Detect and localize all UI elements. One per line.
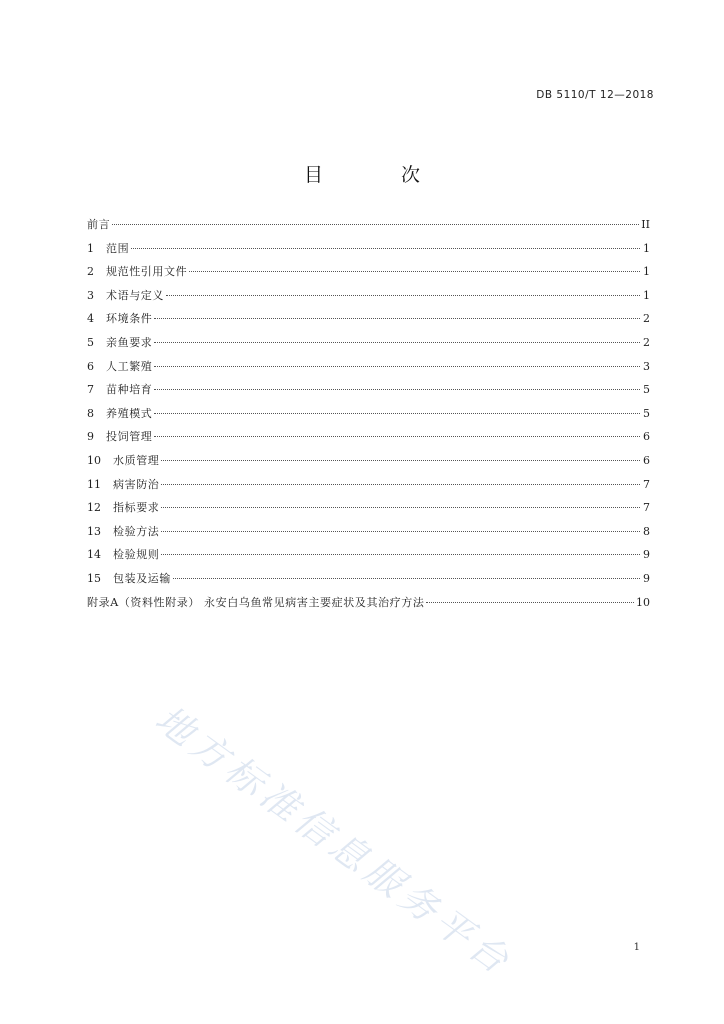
toc-entry-label: 包装及运输: [113, 571, 171, 585]
toc-entry-number: 6: [87, 359, 94, 373]
toc-entry-number: 3: [87, 288, 94, 302]
toc-entry-label: 检验规则: [113, 548, 160, 562]
toc-entry-page: 2: [643, 335, 650, 349]
toc-dot-leader: [161, 531, 640, 532]
toc-dot-leader: [131, 248, 640, 249]
toc-entry-label: 亲鱼要求: [106, 335, 153, 349]
toc-entry[interactable]: [87, 310, 650, 334]
toc-dot-leader: [112, 224, 639, 225]
toc-entry-label: 附录A（资料性附录） 永安白乌鱼常见病害主要症状及其治疗方法: [87, 595, 425, 609]
toc-entry[interactable]: [87, 334, 650, 358]
toc-entry[interactable]: [87, 381, 650, 405]
page-title: 目 次: [303, 164, 457, 186]
toc-entry-label: 范围: [106, 241, 130, 255]
toc-entry-number: 9: [87, 430, 94, 444]
toc-entry-number: 8: [87, 406, 94, 420]
toc-entry-page: 9: [643, 548, 650, 562]
toc-entry-page: 9: [643, 571, 650, 585]
toc-entry[interactable]: [87, 594, 650, 618]
toc-entry-page: 5: [643, 406, 650, 420]
toc-dot-leader: [161, 554, 640, 555]
toc-dot-leader: [173, 578, 640, 579]
toc-entry-page: 1: [643, 241, 650, 255]
toc-entry-number: 15: [87, 571, 101, 585]
toc-entry-number: 2: [87, 265, 94, 279]
toc-entry-label: 规范性引用文件: [106, 265, 188, 279]
toc-entry-page: 8: [643, 524, 650, 538]
toc-entry-label: 检验方法: [113, 524, 160, 538]
toc-entry-page: 2: [643, 312, 650, 326]
toc-dot-leader: [154, 413, 640, 414]
toc-entry-number: 10: [87, 453, 101, 467]
toc-entry[interactable]: [87, 523, 650, 547]
toc-entry[interactable]: [87, 358, 650, 382]
toc-entry-number: 11: [87, 477, 101, 491]
toc-entry-page: 6: [643, 453, 650, 467]
toc-entry-label: 环境条件: [106, 312, 153, 326]
toc-entry[interactable]: [87, 476, 650, 500]
toc-dot-leader: [154, 366, 640, 367]
toc-dot-leader: [161, 460, 640, 461]
toc-entry-page: 6: [643, 430, 650, 444]
toc-entry-number: 14: [87, 548, 101, 562]
toc-entry[interactable]: [87, 452, 650, 476]
toc-entry-label: 投饲管理: [106, 430, 153, 444]
document-code: DB 5110/T 12—2018: [536, 89, 654, 101]
toc-entry-page: 10: [636, 595, 650, 609]
toc-entry-page: 7: [643, 501, 650, 515]
toc-dot-leader: [154, 389, 640, 390]
page-number: 1: [633, 942, 640, 953]
toc-dot-leader: [154, 342, 640, 343]
toc-dot-leader: [166, 295, 640, 296]
watermark-text: 地方标准信息服务平台: [147, 697, 521, 985]
toc-dot-leader: [161, 484, 640, 485]
toc-entry-label: 指标要求: [113, 501, 160, 515]
toc-entry[interactable]: [87, 546, 650, 570]
toc-entry-page: 1: [643, 288, 650, 302]
toc-entry[interactable]: [87, 405, 650, 429]
table-of-contents: [87, 216, 650, 617]
toc-dot-leader: [154, 318, 640, 319]
toc-entry-page: 3: [643, 359, 650, 373]
toc-entry-label: 前言: [87, 218, 111, 231]
toc-entry-page: 7: [643, 477, 650, 491]
toc-entry-number: 4: [87, 312, 94, 326]
toc-entry[interactable]: [87, 287, 650, 311]
toc-entry-page: 1: [643, 265, 650, 279]
toc-entry-number: 5: [87, 335, 94, 349]
toc-entry-label: 水质管理: [113, 453, 160, 467]
toc-entry-label: 术语与定义: [106, 288, 164, 302]
toc-dot-leader: [189, 271, 640, 272]
toc-entry-label: 苗种培育: [106, 383, 153, 397]
toc-entry[interactable]: [87, 428, 650, 452]
toc-entry-number: 12: [87, 501, 101, 515]
toc-dot-leader: [161, 507, 640, 508]
toc-entry[interactable]: [87, 570, 650, 594]
toc-dot-leader: [426, 602, 634, 603]
toc-entry-label: 人工繁殖: [106, 359, 153, 373]
toc-entry-page: 5: [643, 383, 650, 397]
toc-entry[interactable]: [87, 263, 650, 287]
toc-entry[interactable]: [87, 499, 650, 523]
toc-entry-page: II: [641, 218, 650, 231]
toc-entry-number: 1: [87, 241, 94, 255]
toc-entry-label: 养殖模式: [106, 406, 153, 420]
toc-dot-leader: [154, 436, 640, 437]
toc-entry[interactable]: [87, 240, 650, 264]
toc-entry-number: 7: [87, 383, 94, 397]
toc-entry[interactable]: [87, 216, 650, 240]
toc-entry-label: 病害防治: [113, 477, 160, 491]
toc-entry-number: 13: [87, 524, 101, 538]
